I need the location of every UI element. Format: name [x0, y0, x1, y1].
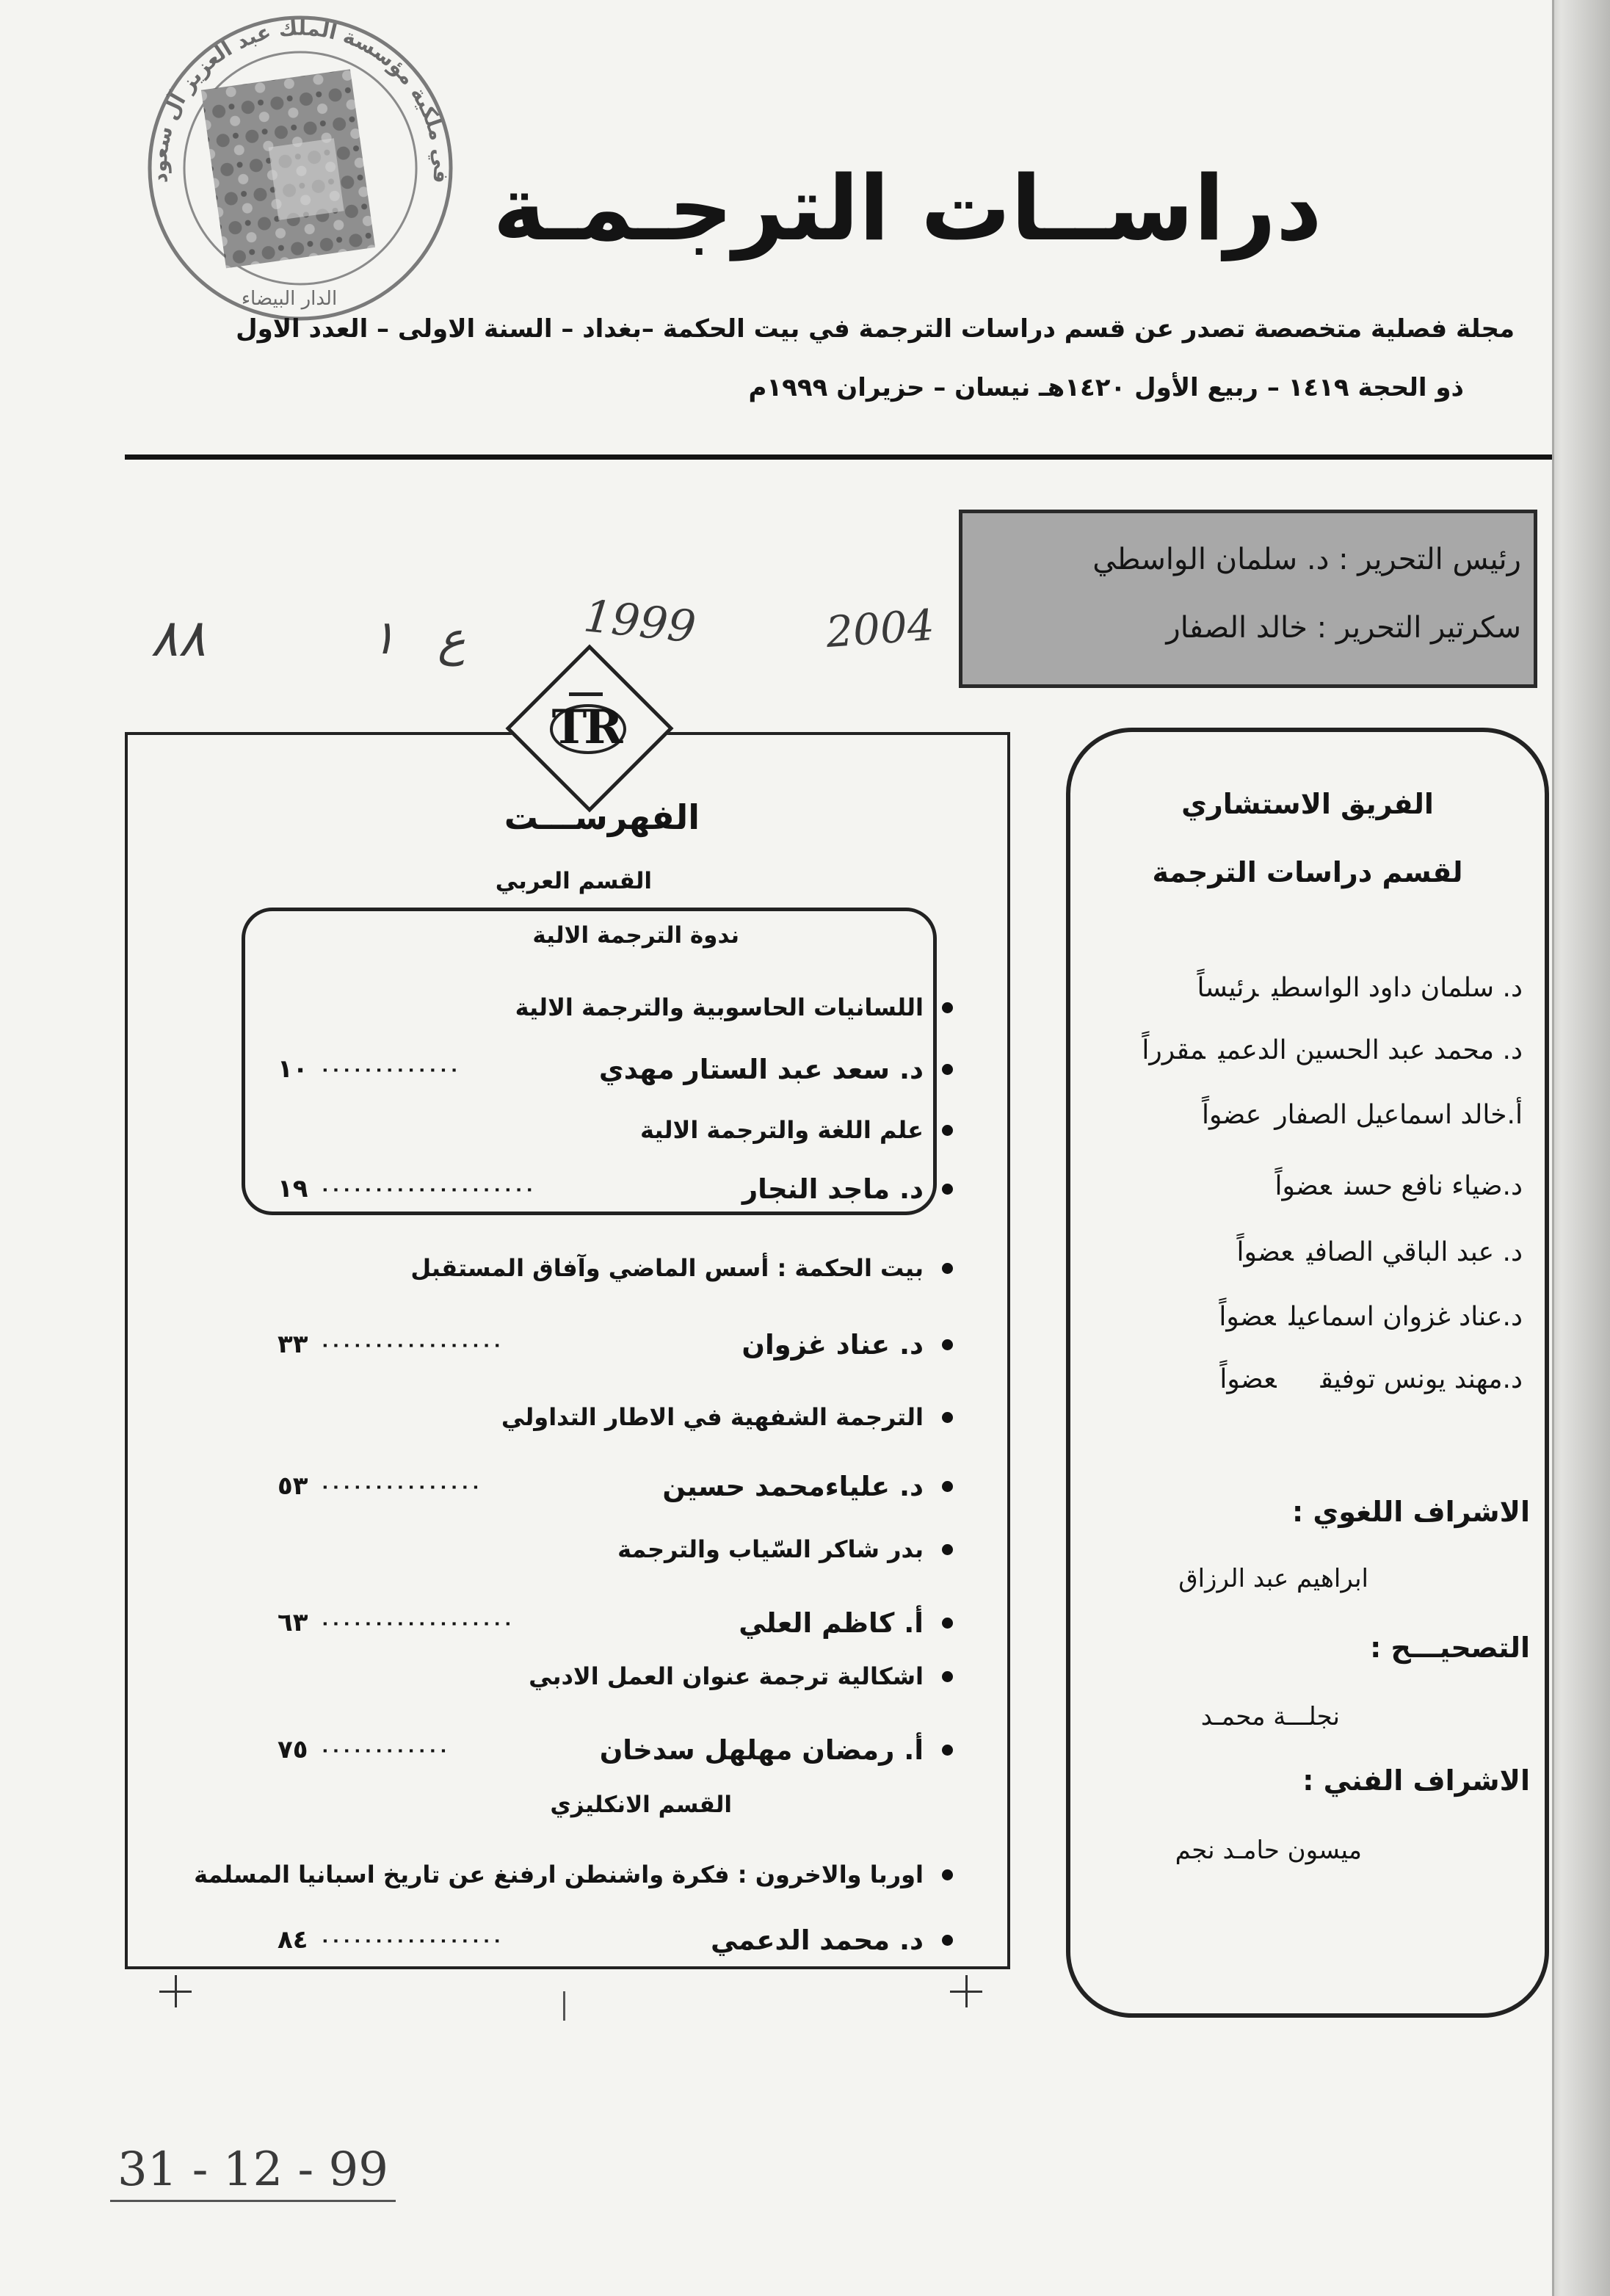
library-stamp — [132, 4, 470, 341]
page-number: ٧٥ — [278, 1735, 308, 1764]
advisory-member — [1202, 1100, 1523, 1130]
contents-author — [278, 1731, 924, 1768]
article-title: اللسانيات الحاسوبية والترجمة الالية — [515, 993, 924, 1021]
issue-date: ذو الحجة ١٤١٩ – ربيع الأول ١٤٢٠هـ نيسان – حزيران ١٩٩٩م — [748, 373, 1464, 402]
handwritten-note: 1999 — [581, 590, 698, 653]
member-name: د.ضياء نافع حسن — [1344, 1171, 1523, 1201]
handwritten-date: 31 - 12 - 99 — [110, 2143, 396, 2202]
bullet-icon — [942, 1412, 953, 1423]
member-name: د.عناد غزوان اسماعيل — [1288, 1302, 1523, 1332]
contents-title — [194, 1856, 924, 1893]
logo — [522, 664, 650, 785]
author-name: د. عناد غزوان — [741, 1328, 924, 1361]
member-role: عضواً — [1219, 1364, 1277, 1394]
page-number: ٥٣ — [278, 1471, 308, 1501]
author-name: د. علياءمحمد حسين — [662, 1470, 924, 1502]
article-title: بدر شاكر السّياب والترجمة — [617, 1535, 924, 1563]
bullet-icon — [942, 1339, 953, 1350]
handwritten-note: ١ — [371, 611, 396, 665]
bullet-icon — [942, 1481, 953, 1492]
advisory-member — [1219, 1302, 1523, 1332]
linguistic-supervision-label: الاشراف اللغوي : — [1291, 1496, 1530, 1528]
bullet-icon — [942, 1618, 953, 1629]
contents-title — [278, 989, 924, 1026]
dot-leader: ٠٠٠٠٠٠٠٠٠٠٠٠٠٠٠٠٠٠٠٠ — [319, 1178, 535, 1199]
contents-heading: الفهرســـت — [504, 797, 700, 837]
advisory-subtitle: لقسم دراسات الترجمة — [1152, 856, 1463, 888]
advisory-member — [1142, 1035, 1523, 1065]
logo-letters: TR — [551, 700, 620, 755]
member-role: عضواً — [1201, 1100, 1262, 1130]
article-title: بيت الحكمة : أسس الماضي وآفاق المستقبل — [410, 1254, 924, 1282]
bullet-icon — [942, 1671, 953, 1682]
article-title: الترجمة الشفهية في الاطار التداولي — [501, 1403, 924, 1431]
proofreader: نجلـــة محمـد — [1200, 1702, 1340, 1731]
dot-leader: ٠٠٠٠٠٠٠٠٠٠٠٠٠٠٠٠٠٠ — [319, 1612, 514, 1633]
header-rule — [125, 455, 1552, 460]
member-name: د. سلمان داود الواسطي — [1272, 973, 1523, 1003]
member-name: د.مهند يونس توفيق — [1320, 1364, 1523, 1394]
author-name: د. سعد عبد الستار مهدي — [598, 1053, 924, 1085]
bullet-icon — [942, 1745, 953, 1756]
contents-author — [278, 1051, 924, 1087]
author-name: أ. كاظم العلي — [739, 1607, 924, 1639]
page-number: ٣٣ — [278, 1330, 308, 1359]
stamp-ring-text: في ملكية مؤسسة الملك عبد العزيز آل سعود — [147, 15, 454, 184]
bullet-icon — [942, 1544, 953, 1555]
bullet-icon — [942, 1869, 953, 1880]
article-title: علم اللغة والترجمة الالية — [640, 1116, 924, 1144]
page-number: ١٩ — [278, 1174, 308, 1203]
linguistic-supervisor: ابراهيم عبد الرزاق — [1178, 1564, 1368, 1593]
member-role: عضواً — [1219, 1302, 1276, 1332]
author-name: د. ماجد النجار — [741, 1173, 924, 1205]
journal-title: دراســات الترجـمـة — [493, 156, 1322, 261]
contents-author — [278, 1604, 924, 1641]
symposium-title: ندوة الترجمة الالية — [532, 922, 739, 949]
english-section-label: القسم الانكليزي — [550, 1792, 732, 1818]
bullet-icon — [942, 1125, 953, 1136]
crop-mark — [175, 1975, 177, 2007]
contents-title — [278, 1112, 924, 1148]
dot-leader: ٠٠٠٠٠٠٠٠٠٠٠٠٠٠٠ — [319, 1476, 482, 1496]
advisory-member — [1237, 1237, 1523, 1267]
handwritten-note: 2004 — [824, 599, 936, 658]
advisory-member — [1275, 1171, 1523, 1201]
handwritten-note: ع — [438, 612, 466, 667]
editor-in-chief: رئيس التحرير : د. سلمان الواسطي — [1092, 543, 1521, 576]
contents-author — [278, 1326, 924, 1363]
advisory-member — [1197, 973, 1523, 1003]
logo-bar — [569, 692, 603, 696]
contents-title — [278, 1250, 924, 1286]
editorial-box — [959, 510, 1537, 688]
author-name: د. محمد الدعمي — [710, 1924, 924, 1956]
contents-author — [278, 1170, 924, 1207]
member-role: عضواً — [1236, 1237, 1294, 1267]
bullet-icon — [942, 1184, 953, 1195]
dot-leader: ٠٠٠٠٠٠٠٠٠٠٠٠ — [319, 1739, 449, 1760]
handwritten-note: ٨٨ — [151, 608, 206, 668]
facing-page-edge — [1552, 0, 1610, 2296]
technical-supervision-label: الاشراف الفني : — [1302, 1764, 1530, 1797]
contents-title — [278, 1658, 924, 1695]
page-number: ٨٤ — [278, 1925, 308, 1955]
dot-leader: ٠٠٠٠٠٠٠٠٠٠٠٠٠ — [319, 1059, 460, 1079]
advisory-member — [1219, 1364, 1523, 1394]
member-name: د. محمد عبد الحسين الدعمي — [1218, 1035, 1523, 1065]
advisory-title: الفريق الاستشاري — [1181, 788, 1434, 820]
bullet-icon — [942, 1064, 953, 1075]
contents-title — [278, 1531, 924, 1568]
page-number: ٦٣ — [278, 1608, 308, 1637]
contents-author — [278, 1468, 924, 1504]
journal-subtitle: مجلة فصلية متخصصة تصدر عن قسم دراسات الترجمة في بيت الحكمة –بغداد – السنة الاولى – العدد الاول — [236, 314, 1515, 344]
stamp-city: الدار البيضاء — [241, 288, 338, 310]
technical-supervisor: ميسون حامـد نجم — [1175, 1836, 1362, 1865]
member-name: د. عبد الباقي الصافي — [1306, 1237, 1523, 1267]
author-name: أ. رمضان مهلهل سدخان — [599, 1734, 924, 1766]
bullet-icon — [942, 1263, 953, 1274]
contents-title — [278, 1399, 924, 1435]
proofreading-label: التصحيـــح : — [1370, 1632, 1530, 1664]
member-role: مقرراً — [1142, 1035, 1205, 1065]
crop-mark — [563, 1991, 565, 2021]
member-role: رئيساً — [1197, 973, 1259, 1003]
member-role: عضواً — [1274, 1171, 1332, 1201]
arabic-section-label: القسم العربي — [495, 868, 652, 894]
crop-mark — [965, 1975, 968, 2007]
editorial-secretary: سكرتير التحرير : خالد الصفار — [1166, 611, 1521, 645]
dot-leader: ٠٠٠٠٠٠٠٠٠٠٠٠٠٠٠٠٠ — [319, 1334, 503, 1355]
bullet-icon — [942, 1935, 953, 1946]
dot-leader: ٠٠٠٠٠٠٠٠٠٠٠٠٠٠٠٠٠ — [319, 1930, 503, 1950]
member-name: أ.خالد اسماعيل الصفار — [1274, 1100, 1523, 1130]
contents-author — [278, 1922, 924, 1958]
page-number: ١٠ — [278, 1054, 308, 1084]
article-title: اوربا والاخرون : فكرة واشنطن ارفنغ عن تاريخ اسبانيا المسلمة — [194, 1861, 924, 1888]
article-title: اشكالية ترجمة عنوان العمل الادبي — [529, 1662, 924, 1690]
bullet-icon — [942, 1002, 953, 1013]
